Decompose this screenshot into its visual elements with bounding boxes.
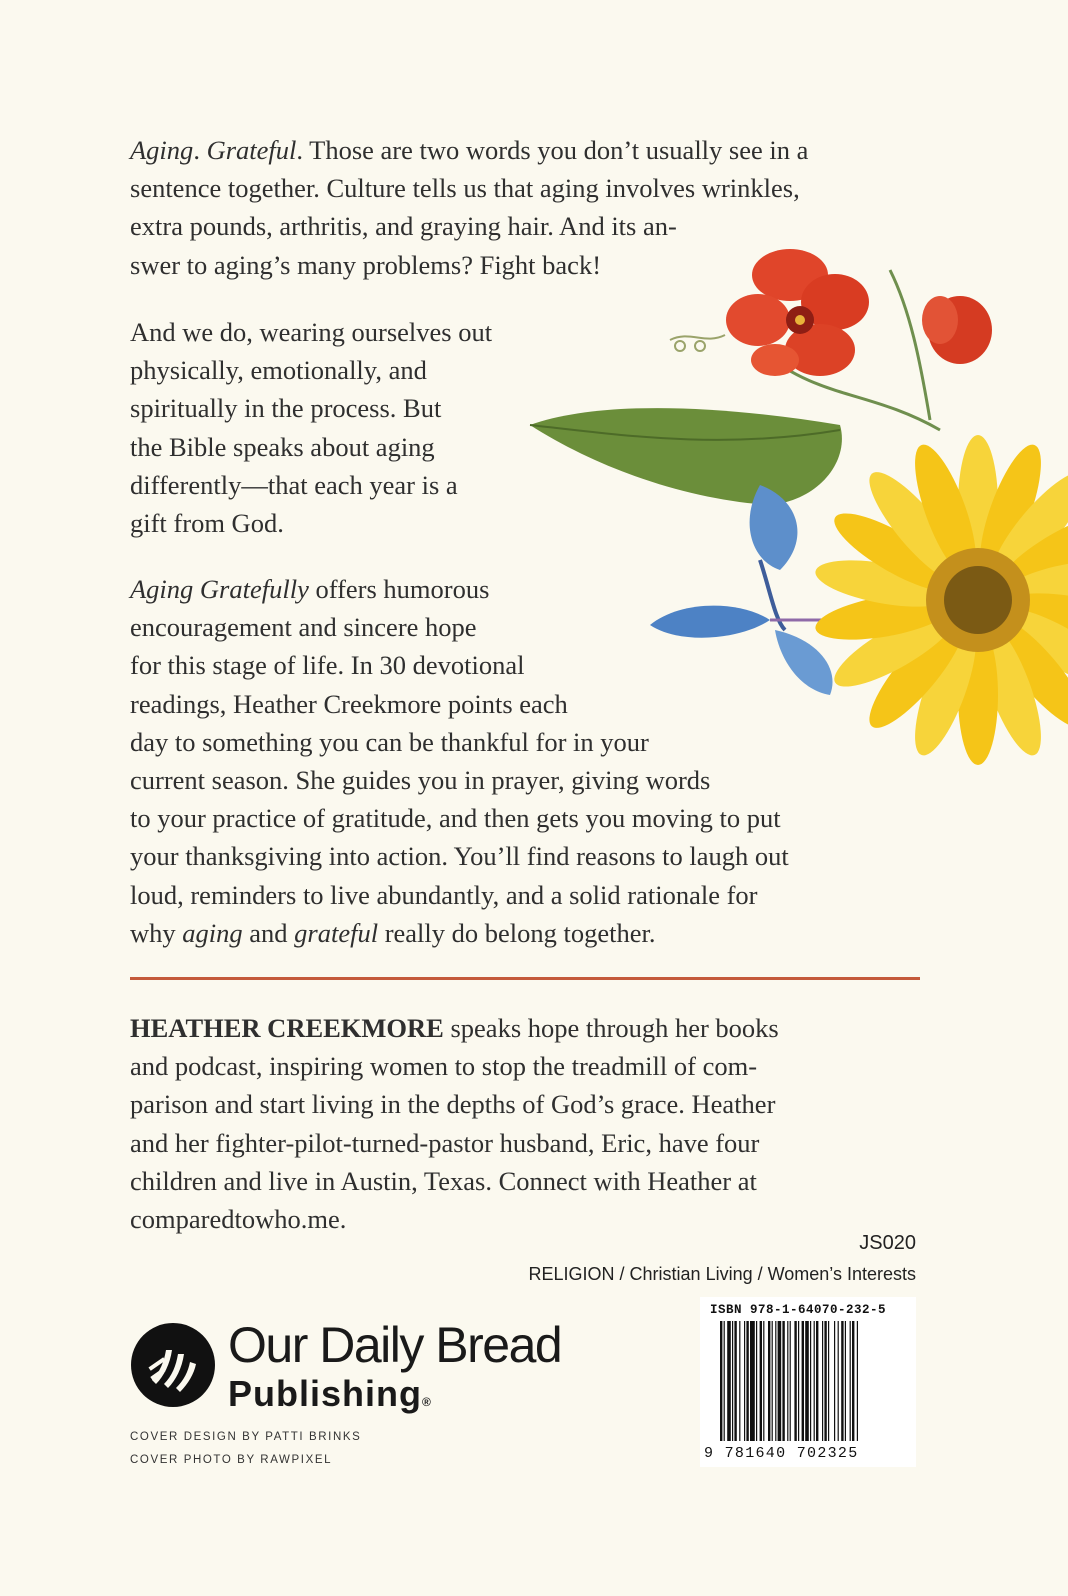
text-line [130, 389, 492, 427]
text-run: encouragement and sincere hope [130, 612, 477, 643]
text-run: speaks hope through her books [443, 1013, 779, 1043]
text-line [130, 570, 789, 608]
text-run: really do belong together. [378, 917, 656, 948]
text-line [130, 169, 808, 207]
text-run: day to something you can be thankful for in your [130, 726, 649, 757]
text-run: to your practice of gratitude, and then gets you moving to put [130, 803, 781, 834]
text-line [130, 608, 789, 646]
text-run: gift from God. [130, 508, 284, 539]
text-run: and [242, 917, 295, 948]
text-run: for this stage of life. In 30 devotional [130, 650, 525, 681]
text-line [130, 1009, 779, 1047]
author-name: HEATHER CREEKMORE [130, 1013, 444, 1043]
text-run: swer to aging’s many problems? Fight back! [130, 249, 602, 280]
text-run: spiritually in the process. But [130, 393, 442, 424]
text-run: comparedtowho.me. [130, 1204, 347, 1235]
text-run: readings, Heather Creekmore points each [130, 688, 568, 719]
isbn-label: ISBN 978-1-64070-232-5 [710, 1303, 887, 1317]
text-run: parison and start living in the depths of God’s grace. Heather [130, 1089, 776, 1120]
publisher-name: Our Daily Bread [228, 1317, 562, 1373]
text-line [130, 246, 808, 284]
text-line [130, 1047, 779, 1085]
text-run: physically, emotionally, and [130, 355, 427, 386]
text-line [130, 207, 808, 245]
text-line [130, 837, 789, 875]
text-line [130, 1200, 779, 1238]
text-run: . [193, 135, 207, 165]
text-line [130, 1085, 779, 1123]
text-run: and her fighter-pilot-turned-pastor husband, Eric, have four [130, 1127, 760, 1158]
text-line [130, 876, 789, 914]
text-run: offers humorous [308, 574, 490, 604]
text-run: current season. She guides you in prayer, giving words [130, 765, 711, 796]
sunflower [812, 435, 1068, 765]
bisac-category: RELIGION / Christian Living / Women’s Interests [528, 1264, 916, 1284]
text-run: why [130, 917, 183, 948]
text-run: . Those are two words you don’t usually see in a [296, 135, 809, 165]
italic-text: Aging Gratefully [130, 574, 309, 604]
text-line [130, 1124, 779, 1162]
text-run: differently—that each year is a [130, 469, 458, 500]
cover-design-credit: COVER DESIGN BY PATTI BRINKS [130, 1431, 362, 1443]
barcode-icon [720, 1321, 896, 1447]
text-line [130, 466, 492, 504]
text-line [130, 685, 789, 723]
blurb-paragraph-1 [130, 131, 808, 284]
blurb-paragraph-2 [130, 313, 492, 542]
text-line [130, 351, 492, 389]
text-line [130, 761, 789, 799]
text-run: the Bible speaks about aging [130, 431, 435, 462]
text-line [130, 1162, 779, 1200]
italic-text: Grateful [206, 135, 297, 165]
text-line [130, 646, 789, 684]
text-line [130, 313, 492, 351]
product-code: JS020 [859, 1232, 916, 1254]
barcode-panel [700, 1297, 916, 1467]
text-line [130, 504, 492, 542]
italic-text: grateful [294, 917, 379, 948]
publisher-logo-icon [130, 1322, 216, 1408]
text-run: extra pounds, arthritis, and graying hair. And its an- [130, 211, 677, 242]
section-divider [130, 977, 920, 980]
text-run: children and live in Austin, Texas. Connect with Heather at [130, 1165, 757, 1196]
italic-text: Aging [130, 135, 194, 165]
text-run: and podcast, inspiring women to stop the treadmill of com- [130, 1051, 758, 1082]
blurb-paragraph-3 [130, 570, 789, 952]
text-run: your thanksgiving into action. You’ll find reasons to laugh out [130, 841, 789, 872]
text-line [130, 799, 789, 837]
text-run: loud, reminders to live abundantly, and a solid rationale for [130, 879, 758, 910]
text-line [130, 428, 492, 466]
author-bio [130, 1009, 779, 1238]
text-run: And we do, wearing ourselves out [130, 317, 493, 347]
text-line [130, 131, 808, 169]
ean-digits: 9 781640 702325 [704, 1445, 859, 1462]
text-line [130, 723, 789, 761]
registered-mark: ® [422, 1395, 432, 1409]
cover-photo-credit: COVER PHOTO BY RAWPIXEL [130, 1454, 333, 1466]
publisher-subname: Publishing® [228, 1373, 432, 1414]
italic-text: aging [182, 917, 243, 948]
text-line [130, 914, 789, 952]
text-run: sentence together. Culture tells us that aging involves wrinkles, [130, 173, 800, 204]
